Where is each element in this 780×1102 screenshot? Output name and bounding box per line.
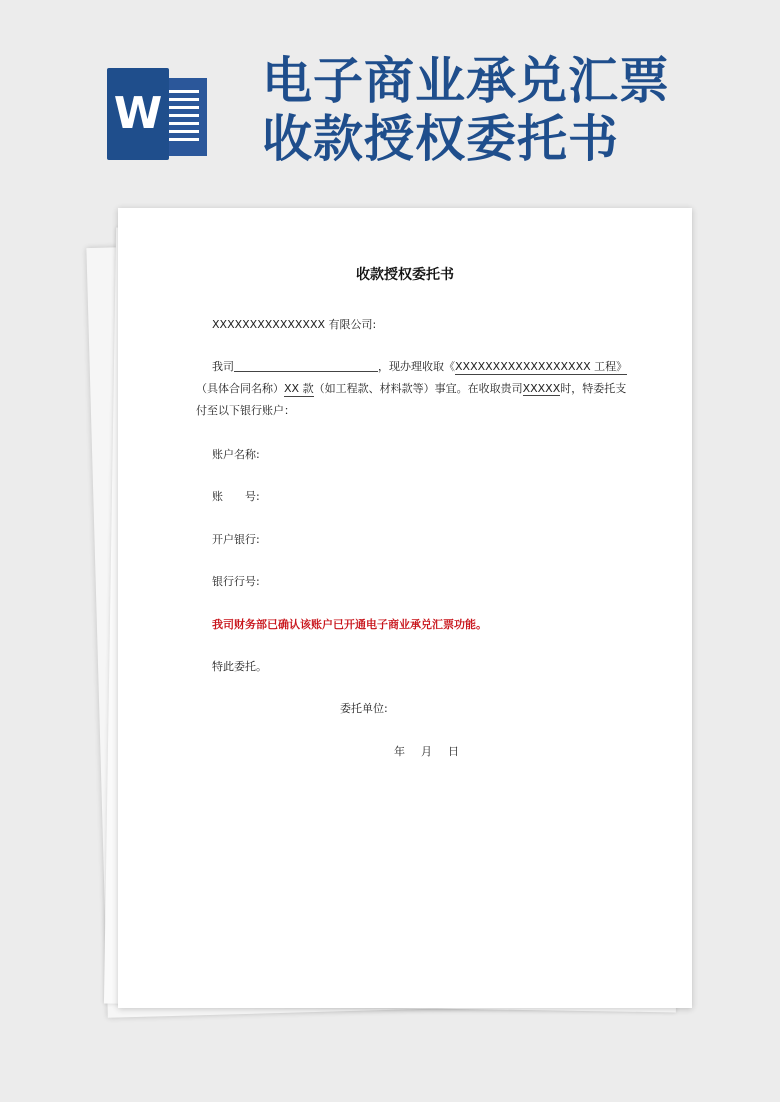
field-account-number-b: 号:	[245, 490, 260, 503]
field-account-number-a: 账	[212, 490, 223, 503]
date-month: 月	[421, 745, 432, 758]
addressee: XXXXXXXXXXXXXXX 有限公司:	[212, 318, 377, 331]
para1-line3: 付至以下银行账户：	[196, 404, 295, 417]
field-account-number	[212, 488, 260, 504]
closing-text: 特此委托。	[212, 660, 267, 673]
date-day: 日	[448, 745, 459, 758]
para1-prefix: 我司	[212, 360, 234, 373]
field-bank: 开户银行:	[212, 533, 260, 546]
blank-company-field[interactable]	[234, 359, 378, 372]
para1-line2-b: （如工程款、材料款等）事宜。在收取贵司	[313, 382, 523, 395]
field-account-name: 账户名称:	[212, 448, 260, 461]
para1-line2-c: 时，特委托支	[560, 382, 627, 395]
project-name: XXXXXXXXXXXXXXXXXX 工程》	[455, 360, 628, 373]
document-page	[118, 208, 692, 1008]
date-year: 年	[394, 745, 405, 758]
banner-title-line2: 收款授权委托书	[262, 109, 619, 168]
fund-type: XX 款	[284, 382, 314, 395]
para1-line2	[196, 380, 626, 397]
banner-title	[262, 52, 762, 168]
para1-line2-a: （具体合同名称）	[196, 382, 284, 395]
banner-title-line1: 电子商业承兑汇票	[262, 51, 670, 110]
header-banner	[0, 0, 780, 190]
word-icon-letter: W	[107, 68, 169, 160]
entrust-unit: 委托单位:	[340, 702, 388, 715]
date-line	[394, 743, 459, 759]
word-icon	[107, 68, 207, 160]
field-bank-code: 银行行号:	[212, 575, 260, 588]
document-title: 收款授权委托书	[356, 267, 454, 283]
para1-line1	[212, 358, 627, 375]
amount: XXXXX	[522, 382, 561, 395]
confirmation-notice: 我司财务部已确认该账户已开通电子商业承兑汇票功能。	[212, 618, 487, 631]
para1-middle: ，现办理收取《	[378, 360, 455, 373]
